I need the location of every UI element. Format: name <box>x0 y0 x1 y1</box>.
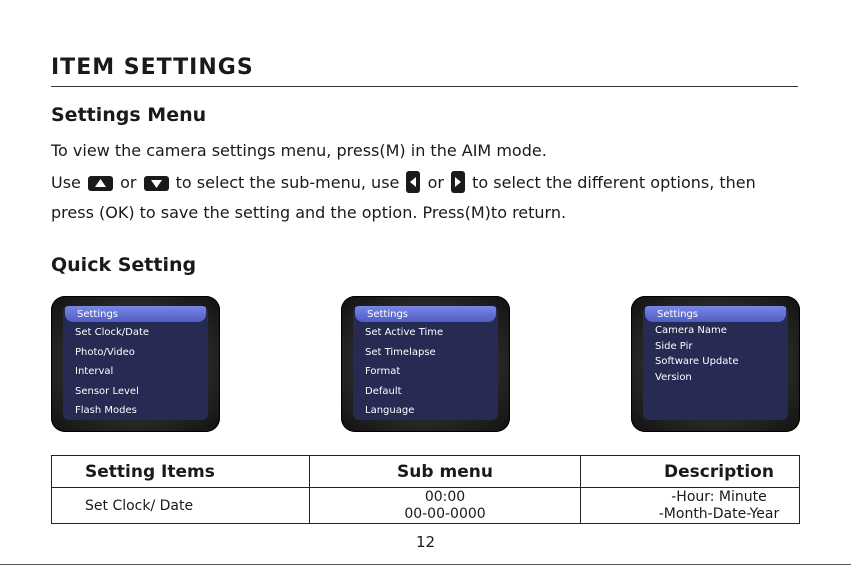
camera-screen-3 <box>631 296 800 432</box>
screen-1-item: Interval <box>75 366 114 377</box>
down-button-icon <box>144 176 169 191</box>
description-time: -Hour: Minute <box>671 488 767 505</box>
table-header-row <box>52 456 800 488</box>
screen-3-item: Software Update <box>655 356 739 367</box>
screen-3-item: Side Pir <box>655 341 693 352</box>
screen-1-item: Photo/Video <box>75 347 135 358</box>
screen-3-item: Camera Name <box>655 325 727 336</box>
screen-1-item: Set Clock/Date <box>75 327 150 338</box>
title-divider <box>51 86 798 87</box>
instruction-line-1: To view the camera settings menu, press(M) in the AIM mode. <box>51 141 547 160</box>
column-header-setting-items: Setting Items <box>52 456 310 488</box>
settings-table <box>51 455 800 524</box>
screen-1-display <box>63 306 208 420</box>
instruction-select-options: to select the different options, then <box>472 173 756 192</box>
cell-setting-item: Set Clock/ Date <box>52 488 310 524</box>
screen-2-header: Settings <box>355 306 496 322</box>
screen-3-header: Settings <box>645 306 786 322</box>
column-header-description: Description <box>581 456 800 488</box>
settings-menu-heading: Settings Menu <box>51 104 207 126</box>
sub-menu-time: 00:00 <box>424 488 466 505</box>
right-button-icon <box>451 171 465 193</box>
cell-description <box>581 488 800 524</box>
table-row <box>52 488 800 524</box>
cell-sub-menu <box>310 488 581 524</box>
screen-1-item: Sensor Level <box>75 386 139 397</box>
page-number: 12 <box>415 533 436 551</box>
screen-2-item: Language <box>365 405 415 416</box>
screen-3-item: Version <box>655 372 692 383</box>
column-header-sub-menu: Sub menu <box>310 456 581 488</box>
screen-2-display <box>353 306 498 420</box>
instruction-or-1: or <box>120 173 137 192</box>
instruction-line-3: press (OK) to save the setting and the option. Press(M)to return. <box>51 203 567 222</box>
description-date: -Month-Date-Year <box>658 505 780 522</box>
bottom-divider <box>0 564 851 565</box>
instruction-use: Use <box>51 173 81 192</box>
camera-screen-2 <box>341 296 510 432</box>
screen-2-item: Set Timelapse <box>365 347 436 358</box>
page-title: ITEM SETTINGS <box>51 55 254 80</box>
screen-2-item: Default <box>365 386 402 397</box>
quick-setting-heading: Quick Setting <box>51 254 197 276</box>
screen-1-item: Flash Modes <box>75 405 137 416</box>
screen-2-item: Format <box>365 366 401 377</box>
camera-screen-1 <box>51 296 220 432</box>
instruction-line-2 <box>51 171 756 194</box>
left-button-icon <box>406 171 420 193</box>
instruction-select-submenu: to select the sub-menu, use <box>175 173 400 192</box>
screen-3-display <box>643 306 788 420</box>
screen-2-item: Set Active Time <box>365 327 444 338</box>
up-button-icon <box>88 176 113 191</box>
sub-menu-date: 00-00-0000 <box>404 505 486 522</box>
screen-1-header: Settings <box>65 306 206 322</box>
instruction-or-2: or <box>427 173 444 192</box>
